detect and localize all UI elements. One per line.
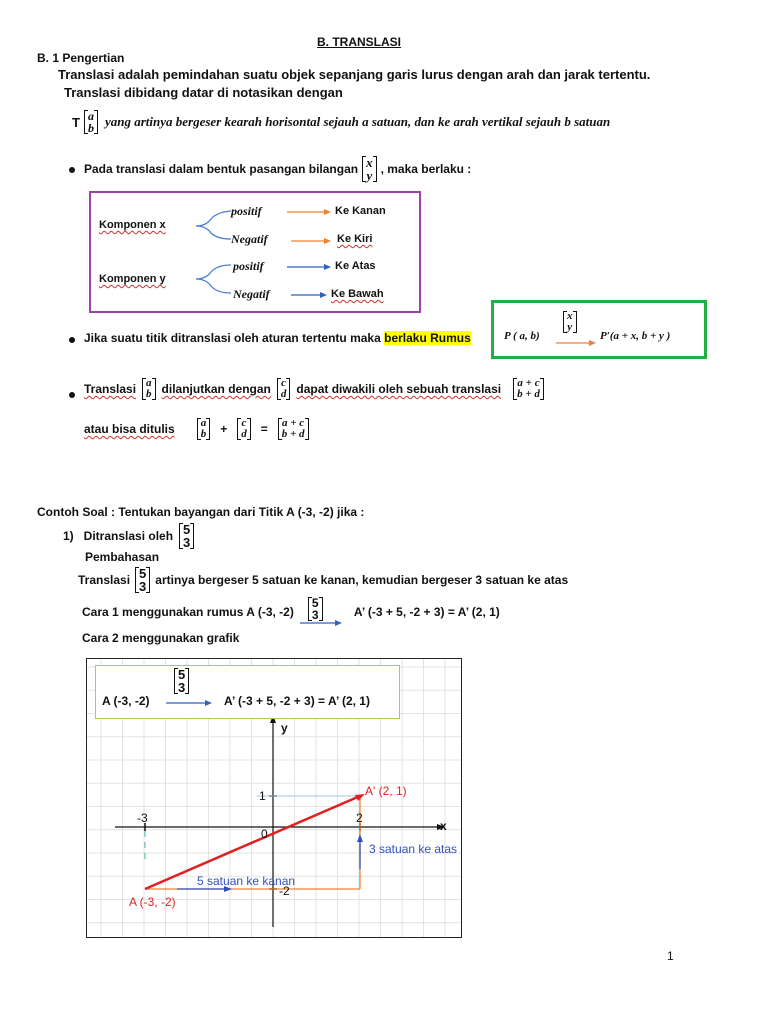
bullet-3-text: Translasi [84,382,137,396]
matrix-top: a [87,109,94,123]
item-1-text: Ditranslasi oleh [83,529,174,543]
item-1 [63,523,194,549]
matrix-top: a [146,377,152,389]
components-box [89,191,421,313]
graph-result: A’ (-3 + 5, -2 + 3) = A’ (2, 1) [224,694,370,708]
formula-box [491,300,707,359]
notation-text: yang artinya bergeser kearah horisontal sejauh a satuan, dan ke arah vertikal sejauh b satuan [104,114,611,129]
pembahasan-label: Pembahasan [85,550,160,564]
translasi-prefix: Translasi [78,573,131,587]
label-3-up: 3 satuan ke atas [369,842,458,856]
point-a-prime-label: A' (2, 1) [365,784,407,798]
bullet-2-text: Jika suatu titik ditranslasi oleh aturan tertentu maka [84,331,381,345]
page-title: B. TRANSLASI [317,35,401,49]
bullet-3-matrix-2 [277,378,291,400]
matrix-bottom: 3 [183,535,191,550]
bullet-2 [84,331,471,345]
graph-point-a: A (-3, -2) [102,694,150,708]
matrix-bottom: y [567,321,573,333]
atau-matrix-2 [237,418,251,440]
y-axis-label: y [281,721,288,735]
ke-atas-label: Ke Atas [335,260,376,272]
page-number: 1 [667,949,674,963]
section-heading: B. 1 Pengertian [37,51,125,65]
cara-1 [82,597,500,627]
item-number: 1) [63,529,74,543]
negatif-x: Negatif [231,232,268,246]
brace-y-down [196,279,231,293]
bullet-1-matrix [362,156,377,182]
cara-1-arrow [300,619,342,627]
notation-prefix: T [72,114,80,130]
matrix-top: x [366,155,373,170]
bullet-1 [84,156,471,182]
graph-label-box [95,665,400,719]
graph-box-arrow [166,699,214,707]
bullet-3-text: dilanjutkan dengan [161,382,271,396]
bullet-1-suffix: , maka berlaku : [380,162,472,176]
cara-1-result: A’ (-3 + 5, -2 + 3) = A’ (2, 1) [353,605,500,619]
cara-1-transform [300,597,342,627]
ke-kanan-label: Ke Kanan [335,205,386,217]
graph-box-matrix [174,668,189,694]
negatif-y: Negatif [233,287,270,301]
matrix-bottom: y [366,168,373,183]
tick-label-1: 1 [259,789,266,803]
matrix-bottom: d [241,428,247,440]
matrix-bottom: b [200,428,207,440]
tick-label-2: 2 [356,811,363,825]
matrix-bottom: 3 [139,579,147,594]
formula-right: P′(a + x, b + y ) [600,330,671,342]
example-heading: Contoh Soal : Tentukan bayangan dari Titik A (-3, -2) jika : [37,505,365,519]
tick-label-neg3: -3 [137,811,148,825]
x-axis-label: x [440,819,447,833]
translasi-explanation [78,567,568,593]
arrowhead-icon [324,264,331,270]
atau-line [84,418,309,440]
positif-y: positif [233,259,264,273]
brace-x-up [196,211,231,226]
definition-line-1: Translasi adalah pemindahan suatu objek sepanjang garis lurus dengan arah dan jarak tertentu. [58,67,651,82]
equals-sign: = [260,422,268,436]
point-a-label: A (-3, -2) [129,895,176,909]
matrix-top: a [200,417,207,429]
translasi-text: artinya bergeser 5 satuan ke kanan, kemudian bergeser 3 satuan ke atas [155,573,569,587]
atau-matrix-3 [278,418,309,440]
komponen-x-label: Komponen x [99,219,166,231]
matrix-top: 5 [139,566,147,581]
bullet-1-text: Pada translasi dalam bentuk pasangan bilangan [84,162,359,176]
bullet-3-matrix-1 [142,378,156,400]
translasi-matrix [135,567,150,593]
matrix-bottom: 3 [178,680,186,695]
matrix-top: 5 [178,667,186,682]
ke-kiri-label: Ke Kiri [337,233,373,245]
formula-matrix [563,311,577,333]
bullet-dot [69,337,75,343]
cara-1-matrix [308,597,323,621]
matrix-top: c [241,417,247,429]
cara-2: Cara 2 menggunakan grafik [82,631,240,645]
origin-label: 0 [261,827,268,841]
arrowhead-icon [205,700,212,706]
bullet-dot [69,167,75,173]
atau-matrix-1 [197,418,211,440]
matrix-bottom: b [146,388,152,400]
formula-left: P ( a, b) [504,330,540,342]
matrix-top: x [567,310,573,322]
matrix-top: c [281,377,287,389]
bullet-3-matrix-3 [513,378,544,400]
definition-line-2: Translasi dibidang datar di notasikan dengan [64,85,343,100]
matrix-bottom: 3 [311,608,319,622]
bullet-3-text: dapat diwakili oleh sebuah translasi [296,382,502,396]
matrix-top: a + c [517,377,540,389]
matrix-bottom: d [280,388,287,400]
brace-x-down [196,226,231,239]
arrowhead-icon [589,340,596,346]
arrowhead-icon [335,620,342,626]
cara-1-text: Cara 1 menggunakan rumus A (-3, -2) [82,605,294,619]
matrix-top: 5 [183,522,191,537]
arrowhead-icon [320,292,327,298]
bullet-2-highlight: berlaku Rumus [384,331,471,345]
positif-x: positif [231,204,262,218]
matrix-bottom: b + d [517,388,540,400]
komponen-y-label: Komponen y [99,273,166,285]
graph-frame [86,658,462,938]
matrix-top: 5 [311,596,319,610]
notation-line [72,110,610,134]
item-1-matrix [179,523,194,549]
bullet-dot [69,392,75,398]
matrix-bottom: b [87,121,94,135]
matrix-bottom: b + d [281,428,305,440]
tick-label-neg2: -2 [279,884,290,898]
atau-label: atau bisa ditulis [84,422,175,436]
notation-matrix [84,110,98,134]
plus-sign: + [220,422,228,436]
arrowhead-icon [324,209,331,215]
bullet-3 [84,378,544,400]
arrowhead-icon [324,238,331,244]
label-5-right: 5 satuan ke kanan [197,874,296,888]
arrowhead-icon [357,834,363,842]
brace-y-up [196,265,231,279]
formula-arrow [556,339,596,347]
matrix-top: a + c [282,417,305,429]
ke-bawah-label: Ke Bawah [331,288,384,300]
